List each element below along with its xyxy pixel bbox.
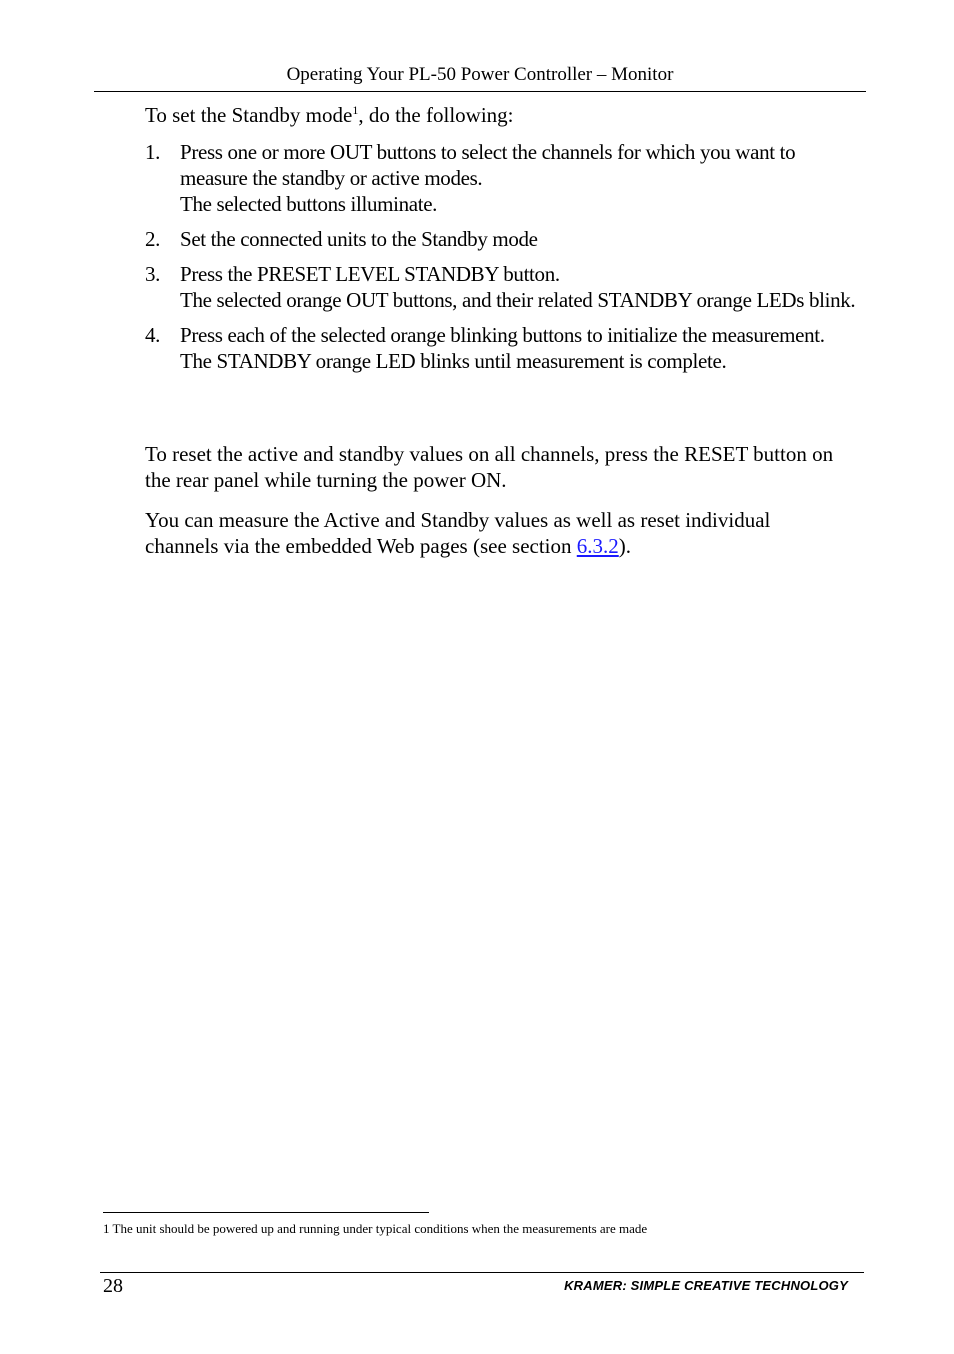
footer-divider xyxy=(100,1272,864,1273)
page-number: 28 xyxy=(103,1275,123,1297)
step-number: 1. xyxy=(145,140,161,164)
step-instruction: Press the PRESET LEVEL STANDBY button. xyxy=(180,262,560,286)
steps-list xyxy=(145,139,865,383)
step-4 xyxy=(145,322,865,374)
intro-text: To set the Standby mode xyxy=(145,103,353,127)
web-pages-paragraph xyxy=(145,507,845,559)
section-link[interactable]: 6.3.2 xyxy=(576,534,619,558)
footnote-reference[interactable]: 1 xyxy=(352,103,359,117)
step-result: The selected buttons illuminate. xyxy=(180,192,438,216)
web-paragraph-text: You can measure the Active and Standby values as well as reset individual channels via the embedded Web pages (see section xyxy=(145,508,771,558)
intro-text-end: , do the following: xyxy=(358,103,514,127)
step-result: The STANDBY orange LED blinks until measurement is complete. xyxy=(180,349,727,373)
footnote-text: 1 The unit should be powered up and running under typical conditions when the measurements are made xyxy=(103,1221,648,1236)
step-3 xyxy=(145,261,865,313)
step-result: The selected orange OUT buttons, and their related STANDBY orange LEDs blink. xyxy=(180,288,856,312)
page-header-title: Operating Your PL-50 Power Controller – Monitor xyxy=(286,64,674,85)
step-number: 2. xyxy=(145,227,161,251)
reset-paragraph: To reset the active and standby values on all channels, press the RESET button on the rear panel while turning the power ON. xyxy=(145,442,834,492)
footer-brand: KRAMER: SIMPLE CREATIVE TECHNOLOGY xyxy=(564,1278,848,1293)
header-divider xyxy=(94,91,866,92)
intro-sentence xyxy=(145,100,514,130)
step-number: 3. xyxy=(145,262,161,286)
web-paragraph-end: ). xyxy=(618,534,632,558)
footnote-divider xyxy=(103,1212,429,1213)
step-instruction: Set the connected units to the Standby mode xyxy=(180,227,538,251)
step-number: 4. xyxy=(145,323,161,347)
step-1 xyxy=(145,139,865,217)
step-instruction: Press each of the selected orange blinking buttons to initialize the measurement. xyxy=(180,323,825,347)
step-2 xyxy=(145,226,865,252)
step-instruction: Press one or more OUT buttons to select the channels for which you want to measure the standby or active modes. xyxy=(180,140,796,190)
